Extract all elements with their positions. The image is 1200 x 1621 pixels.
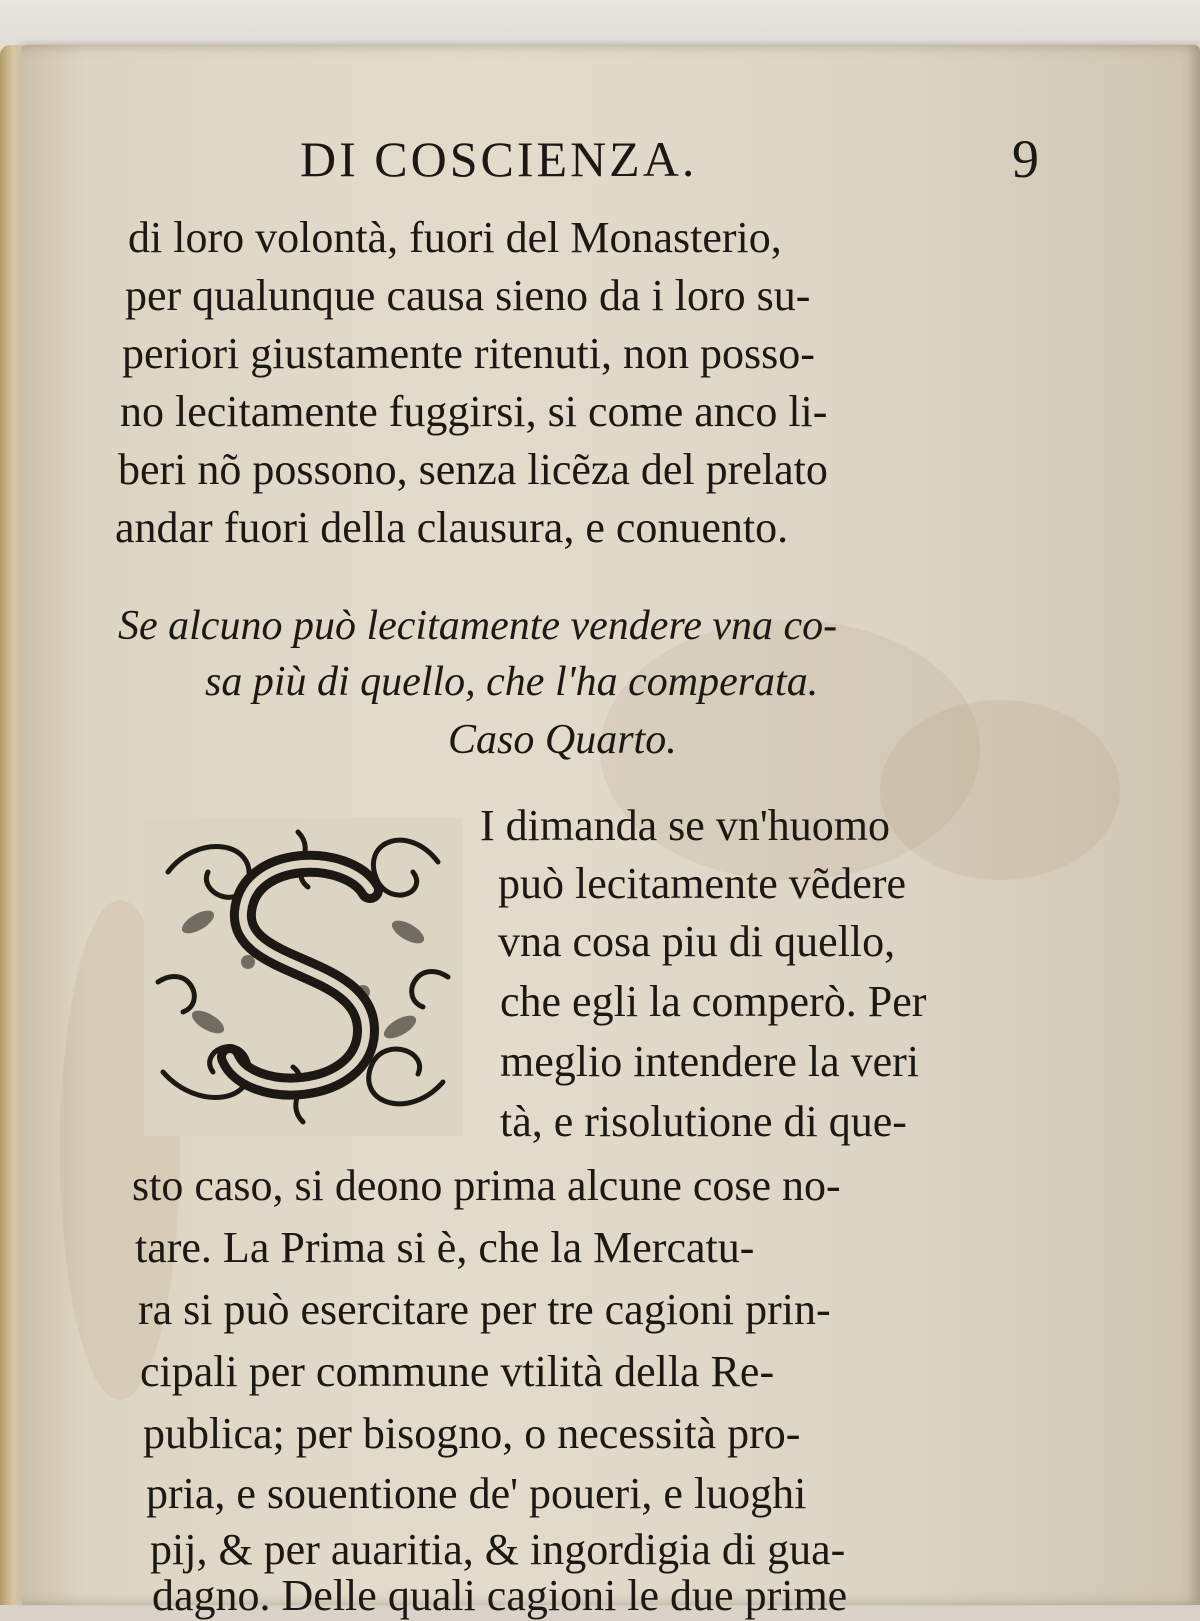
page-number: 9 — [1012, 129, 1039, 189]
text-line: dagno. Delle quali cagioni le due prime — [152, 1571, 848, 1620]
text-line: I dimanda se vn'huomo — [480, 801, 890, 850]
text-line: tà, e risolutione di que- — [500, 1097, 907, 1146]
text-line: vna cosa piu di quello, — [498, 917, 896, 966]
text-line: beri nõ possono, senza licẽza del prelato — [118, 445, 828, 494]
text-line: sto caso, si deono prima alcune cose no- — [132, 1161, 841, 1210]
case-label: Caso Quarto. — [448, 717, 677, 763]
text-line: publica; per bisogno, o necessità pro- — [143, 1409, 801, 1458]
text-line: periori giustamente ritenuti, non posso- — [122, 329, 815, 378]
text-line: ra si può esercitare per tre cagioni prin- — [138, 1285, 831, 1334]
text-line: cipali per commune vtilità della Re- — [140, 1347, 775, 1396]
text-line: andar fuori della clausura, e conuento. — [115, 503, 789, 552]
ornamental-initial-s-icon — [138, 812, 468, 1142]
case-heading-line: Se alcuno può lecitamente vendere vna co- — [118, 603, 838, 649]
text-line: per qualunque causa sieno da i loro su- — [125, 271, 811, 320]
text-line: meglio intendere la veri — [500, 1037, 920, 1086]
text-line: no lecitamente fuggirsi, si come anco li- — [120, 387, 828, 436]
text-line: che egli la comperò. Per — [500, 977, 927, 1026]
text-line: tare. La Prima si è, che la Mercatu- — [135, 1223, 755, 1272]
book-spine-edge — [0, 45, 22, 1605]
case-heading-line: sa più di quello, che l'ha comperata. — [205, 659, 819, 705]
text-line: pij, & per auaritia, & ingordigia di gua- — [150, 1525, 846, 1574]
running-title: DI COSCIENZA. — [300, 131, 698, 187]
paper-stain — [880, 700, 1120, 880]
text-line: pria, e souentione de' poueri, e luoghi — [146, 1469, 807, 1518]
text-line: può lecitamente vẽdere — [498, 859, 907, 908]
text-line: di loro volontà, fuori del Monasterio, — [128, 213, 782, 262]
